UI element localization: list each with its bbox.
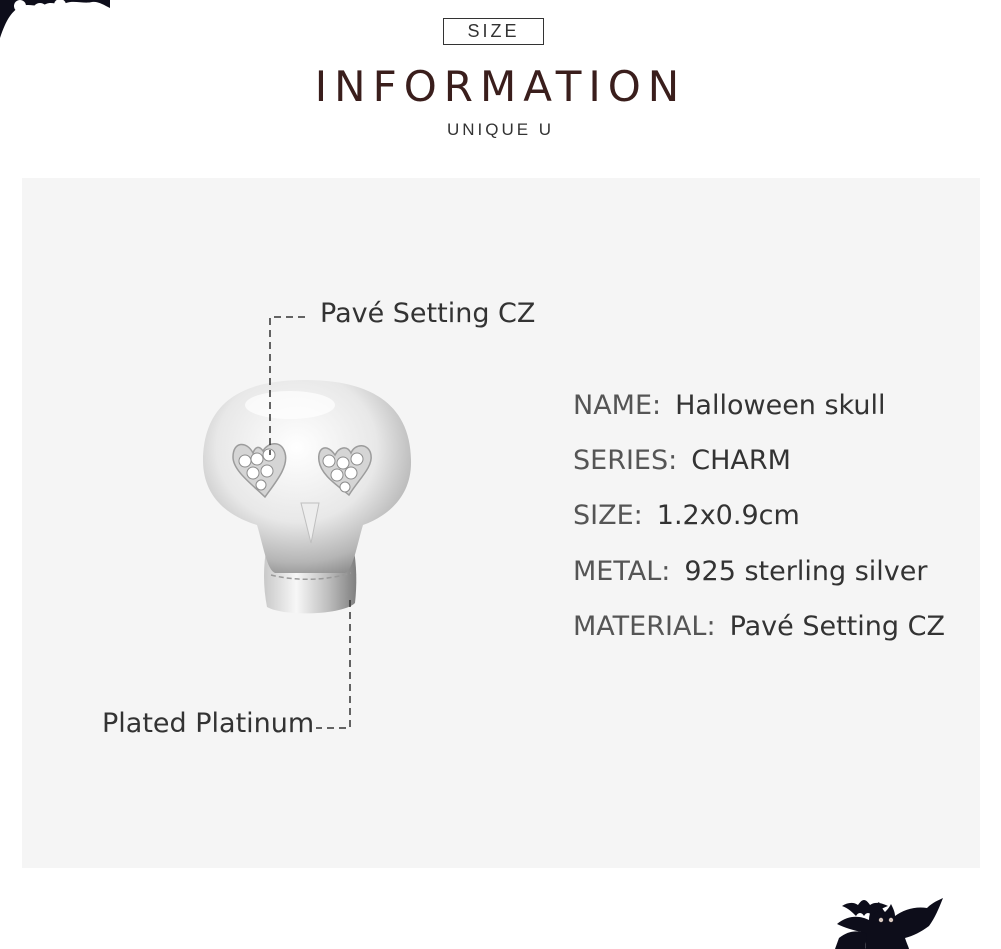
spec-row-size: [573, 500, 800, 531]
spec-value: CHARM: [691, 445, 791, 476]
callout-top-label: Pavé Setting CZ: [320, 298, 536, 329]
spec-key: METAL:: [573, 556, 671, 587]
spec-key: NAME:: [573, 390, 662, 421]
spec-row-series: [573, 445, 791, 476]
spec-value: Pavé Setting CZ: [729, 611, 945, 642]
callout-bottom-label: Plated Platinum: [102, 708, 315, 739]
spec-key: SERIES:: [573, 445, 678, 476]
spec-value: Halloween skull: [675, 390, 886, 421]
spec-row-name: [573, 390, 885, 421]
brand-name: UNIQUE U: [446, 120, 555, 139]
spec-value: 1.2x0.9cm: [656, 500, 800, 531]
spec-row-metal: [573, 556, 927, 587]
size-heading-box: SIZE: [443, 18, 544, 45]
page-title: INFORMATION: [314, 62, 687, 111]
spec-key: MATERIAL:: [573, 611, 716, 642]
spec-key: SIZE:: [573, 500, 643, 531]
spec-value: 925 sterling silver: [684, 556, 928, 587]
spec-row-material: [573, 611, 945, 642]
